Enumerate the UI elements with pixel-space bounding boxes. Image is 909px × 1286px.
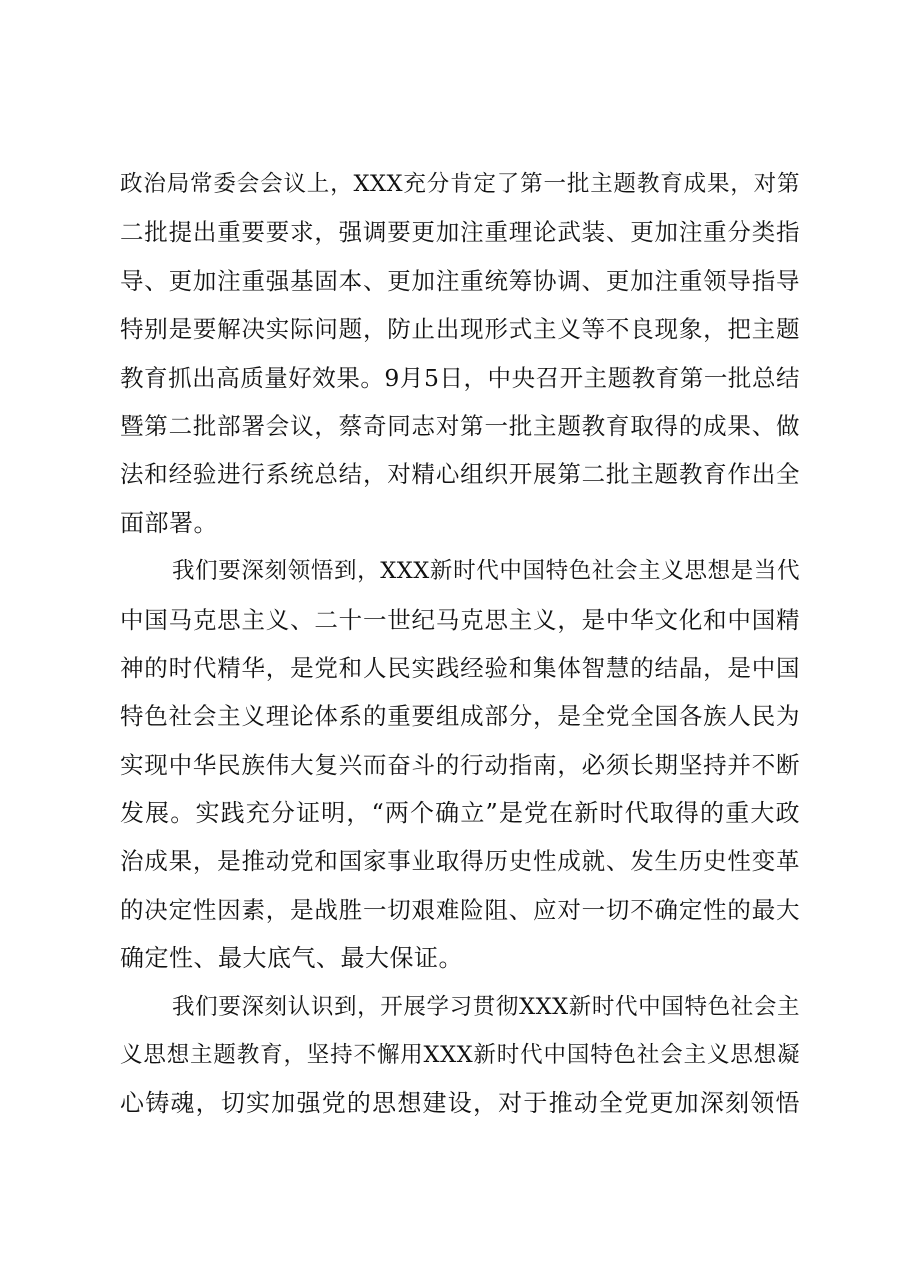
text-line: 二批提出重要要求，强调要更加注重理论武装、更加注重分类指 <box>120 218 800 247</box>
text-line: 暨第二批部署会议，蔡奇同志对第一批主题教育取得的成果、做 <box>120 411 800 440</box>
text-line: 我们要深刻认识到，开展学习贯彻XXX新时代中国特色社会主 <box>172 993 800 1020</box>
text-line: 面部署。 <box>120 508 218 537</box>
text-line: 中国马克思主义、二十一世纪马克思主义，是中华文化和中国精 <box>120 605 800 634</box>
text-line: 教育抓出高质量好效果。9月5日，中央召开主题教育第一批总结 <box>120 363 800 392</box>
document-body <box>120 160 800 1128</box>
text-line: 治成果，是推动党和国家事业取得历史性成就、发生历史性变革 <box>120 847 800 876</box>
paragraph-1 <box>120 160 800 547</box>
text-line: 特别是要解决实际问题，防止出现形式主义等不良现象，把主题 <box>120 315 800 344</box>
text-line: 我们要深刻领悟到，XXX新时代中国特色社会主义思想是当代 <box>172 558 800 585</box>
text-line: 的决定性因素，是战胜一切艰难险阻、应对一切不确定性的最大 <box>120 895 800 924</box>
text-line: 确定性、最大底气、最大保证。 <box>120 944 463 973</box>
text-line: 心铸魂，切实加强党的思想建设，对于推动全党更加深刻领悟 <box>120 1089 800 1118</box>
paragraph-2 <box>120 547 800 983</box>
text-line: 发展。实践充分证明，“两个确立”是党在新时代取得的重大政 <box>120 799 800 828</box>
text-line: 特色社会主义理论体系的重要组成部分，是全党全国各族人民为 <box>120 702 800 731</box>
text-line: 神的时代精华，是党和人民实践经验和集体智慧的结晶，是中国 <box>120 653 800 682</box>
text-line: 实现中华民族伟大复兴而奋斗的行动指南，必须长期坚持并不断 <box>120 750 800 779</box>
paragraph-3 <box>120 983 800 1128</box>
text-line: 法和经验进行系统总结，对精心组织开展第二批主题教育作出全 <box>120 460 800 489</box>
text-line: 义思想主题教育，坚持不懈用XXX新时代中国特色社会主义思想凝 <box>120 1042 800 1069</box>
text-line: 导、更加注重强基固本、更加注重统筹协调、更加注重领导指导 <box>120 266 800 295</box>
text-line: 政治局常委会会议上，XXX充分肯定了第一批主题教育成果，对第 <box>120 171 800 197</box>
